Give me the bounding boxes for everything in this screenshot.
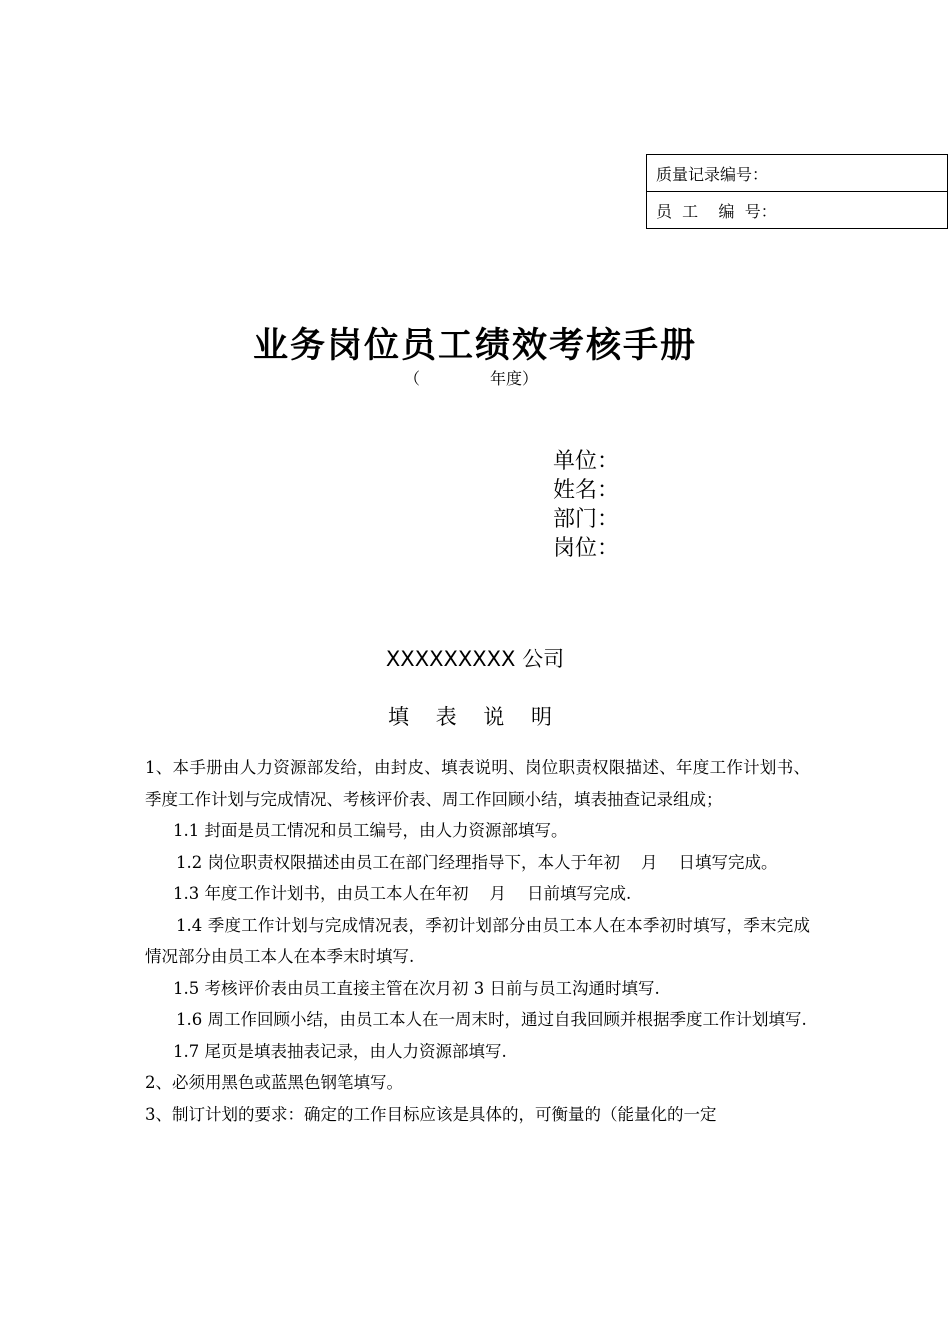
paragraph: 3、制订计划的要求：确定的工作目标应该是具体的，可衡量的（能量化的一定 bbox=[145, 1104, 717, 1124]
paragraph: 2、必须用黑色或蓝黑色钢笔填写。 bbox=[145, 1073, 403, 1092]
quality-record-number-label: 质量记录编号： bbox=[647, 155, 948, 192]
employee-info-block bbox=[553, 447, 619, 563]
unit-label: 单位： bbox=[553, 449, 620, 474]
company-name: XXXXXXXXX 公司 bbox=[385, 647, 565, 671]
record-number-table bbox=[646, 154, 948, 229]
paragraph: 1.7 尾页是填表抽表记录，由人力资源部填写. bbox=[173, 1041, 507, 1061]
paragraph: 1、本手册由人力资源部发给，由封皮、填表说明、岗位职责权限描述、年度工作计划书、季度工作计划与完成情况、考核评价表、周工作回顾小结，填表抽查记录组成； bbox=[145, 758, 810, 809]
paragraph: 1.3 年度工作计划书，由员工本人在年初 月 日前填写完成. bbox=[173, 884, 632, 903]
instructions-body bbox=[145, 752, 810, 1130]
year-line bbox=[404, 366, 538, 389]
year-label: 年度） bbox=[490, 369, 539, 388]
name-label: 姓名： bbox=[553, 478, 620, 503]
paragraph: 1.2 岗位职责权限描述由员工在部门经理指导下，本人于年初 月 日填写完成。 bbox=[176, 852, 778, 872]
paragraph: 1.1 封面是员工情况和员工编号，由人力资源部填写。 bbox=[173, 821, 568, 840]
page-title: 业务岗位员工绩效考核手册 bbox=[252, 325, 697, 366]
paragraph: 1.5 考核评价表由员工直接主管在次月初 3 日前与员工沟通时填写. bbox=[173, 978, 660, 998]
department-label: 部门： bbox=[553, 507, 620, 532]
year-open-paren: （ bbox=[404, 369, 421, 388]
paragraph: 1.6 周工作回顾小结，由员工本人在一周末时，通过自我回顾并根据季度工作计划填写. bbox=[176, 1010, 807, 1029]
paragraph: 1.4 季度工作计划与完成情况表，季初计划部分由员工本人在本季初时填写，季末完成情况部分由员工本人在本季末时填写. bbox=[145, 915, 810, 966]
section-title: 填 表 说 明 bbox=[387, 705, 563, 729]
employee-number-label: 员 工 编 号： bbox=[647, 192, 948, 229]
post-label: 岗位： bbox=[553, 536, 620, 561]
